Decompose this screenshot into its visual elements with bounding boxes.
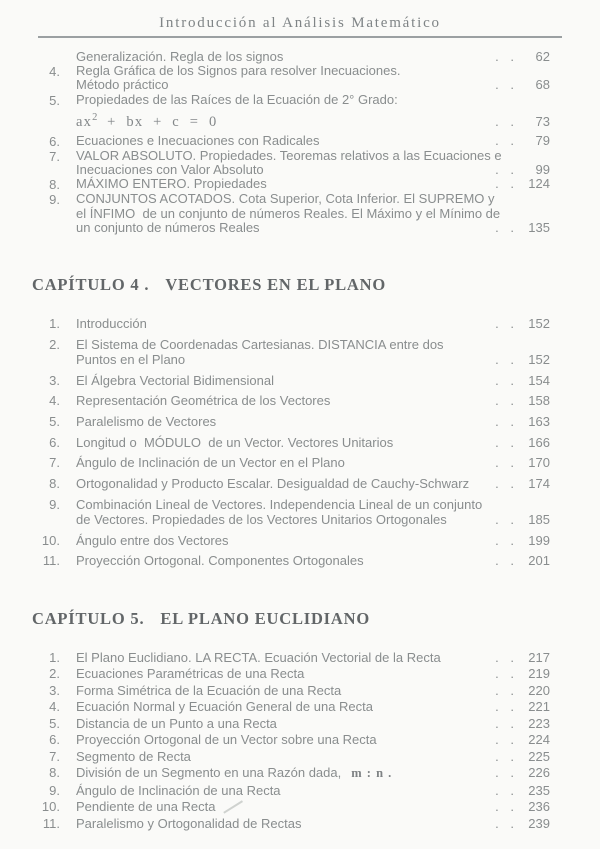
- entry-body: [76, 553, 550, 568]
- page-number: 152: [528, 351, 550, 367]
- equation: [76, 111, 217, 129]
- leader-dots: . .: [495, 219, 518, 235]
- entry-body: [76, 683, 550, 698]
- page-leader: [487, 816, 550, 831]
- toc-entry: [30, 749, 550, 764]
- entry-text: Método práctico: [76, 77, 169, 93]
- entry-body: [76, 732, 550, 747]
- entry-text: MÁXIMO ENTERO. Propiedades: [76, 176, 267, 192]
- entry-line: El Sistema de Coordenadas Cartesianas. DISTANCIA entre dos: [76, 336, 444, 352]
- entry-number: 5.: [49, 715, 60, 731]
- running-head: Introducción al Análisis Matemático: [159, 15, 441, 31]
- entry-body: [76, 149, 550, 177]
- page-number: 170: [528, 455, 550, 471]
- entry-text: de Vectores. Propiedades de los Vectores Unitarios Ortogonales: [76, 512, 447, 528]
- page-number: 225: [528, 748, 550, 764]
- leader-dots: . .: [495, 715, 518, 731]
- toc-entry: [30, 650, 550, 665]
- entry-body: [76, 316, 550, 331]
- entry-text: Introducción: [76, 316, 147, 332]
- chapter-title: VECTORES EN EL PLANO: [165, 275, 386, 295]
- toc-block: [30, 50, 550, 235]
- toc-entry: [30, 799, 550, 814]
- page-leader: [487, 666, 550, 681]
- entry-number: 5.: [49, 92, 60, 108]
- chapter-label: CAPÍTULO 4 .: [32, 275, 150, 295]
- toc-entry: [30, 553, 550, 568]
- entry-number: 3.: [49, 682, 60, 698]
- entry-text: Ortogonalidad y Producto Escalar. Desigualdad de Cauchy-Schwarz: [76, 476, 470, 492]
- page-number: 99: [535, 162, 550, 178]
- entry-body: [76, 783, 550, 798]
- leader-dots: . .: [495, 351, 518, 367]
- toc-entry: [30, 93, 550, 134]
- toc-entry: [30, 50, 550, 64]
- entry-number: 4.: [49, 699, 60, 715]
- toc-entry: [30, 337, 550, 367]
- entry-body: [76, 393, 550, 408]
- page-number: 163: [528, 414, 550, 430]
- page-number: 235: [528, 782, 550, 798]
- entry-number: 6.: [49, 134, 60, 150]
- entry-line: [76, 716, 550, 731]
- entry-text: El Plano Euclidiano. LA RECTA. Ecuación Vectorial de la Recta: [76, 649, 441, 665]
- entry-body: [76, 799, 550, 814]
- entry-number: 4.: [49, 393, 60, 409]
- entry-text: El Álgebra Vectorial Bidimensional: [76, 372, 274, 388]
- entry-text: Pendiente de una Recta: [76, 799, 216, 815]
- toc-entry: [30, 476, 550, 491]
- entry-line: [76, 666, 550, 681]
- toc-entry: [30, 149, 550, 177]
- entry-body: [76, 177, 550, 192]
- entry-text: Ecuaciones e Inecuaciones con Radicales: [76, 133, 320, 149]
- entry-text: Ángulo de Inclinación de una Recta: [76, 782, 281, 798]
- entry-line: [76, 177, 550, 191]
- entry-line: [76, 134, 550, 148]
- leader-dots: . .: [495, 748, 518, 764]
- entry-text: Proyección Ortogonal. Componentes Ortogonales: [76, 553, 364, 569]
- toc-entry: [30, 393, 550, 408]
- leader-dots: . .: [495, 176, 518, 192]
- page-number: 236: [528, 799, 550, 815]
- entry-line: [76, 512, 550, 527]
- entry-body: [76, 455, 550, 470]
- entry-line: CONJUNTOS ACOTADOS. Cota Superior, Cota Inferior. El SUPREMO y: [76, 191, 495, 207]
- leader-dots: . .: [495, 372, 518, 388]
- page-number: 73: [535, 113, 550, 129]
- page-number: 185: [528, 512, 550, 528]
- page-number: 226: [528, 765, 550, 781]
- page-leader: [487, 699, 550, 714]
- entry-body: [76, 93, 550, 134]
- entry-body: [76, 650, 550, 665]
- page-number: 79: [535, 133, 550, 149]
- entry-line: [76, 533, 550, 548]
- page-number: 158: [528, 393, 550, 409]
- entry-text: Ángulo entre dos Vectores: [76, 532, 229, 548]
- leader-dots: . .: [495, 393, 518, 409]
- page-leader: [487, 716, 550, 731]
- entry-text: Longitud o MÓDULO de un Vector. Vectores Unitarios: [76, 434, 394, 450]
- entry-body: [76, 192, 550, 235]
- leader-dots: . .: [495, 49, 518, 64]
- toc-entry: [30, 732, 550, 747]
- entry-line: [76, 799, 550, 814]
- page-number: 224: [528, 732, 550, 748]
- page-leader: [487, 393, 550, 408]
- toc-entry: [30, 533, 550, 548]
- entry-text: Ángulo de Inclinación de un Vector en el Plano: [76, 455, 345, 471]
- entry-line: Propiedades de las Raíces de la Ecuación de 2° Grado:: [76, 91, 398, 107]
- entry-line: [76, 476, 550, 491]
- leader-dots: . .: [495, 765, 518, 781]
- entry-line: Regla Gráfica de los Signos para resolver Inecuaciones.: [76, 63, 401, 79]
- entry-body: [76, 50, 550, 64]
- entry-line: [76, 553, 550, 568]
- entry-text: Puntos en el Plano: [76, 351, 186, 367]
- entry-text: Distancia de un Punto a una Recta: [76, 715, 277, 731]
- leader-dots: . .: [495, 512, 518, 528]
- entry-body: [76, 476, 550, 491]
- toc-entry: [30, 497, 550, 527]
- toc-entry: [30, 373, 550, 388]
- page-leader: [487, 683, 550, 698]
- entry-body: [76, 497, 550, 527]
- page-number: 239: [528, 815, 550, 831]
- entry-text: Generalización. Regla de los signos: [76, 49, 284, 64]
- entry-number: 5.: [49, 414, 60, 430]
- entry-line: [76, 749, 550, 764]
- toc-entry: [30, 666, 550, 681]
- entry-number: [30, 50, 60, 64]
- page-number: 223: [528, 715, 550, 731]
- page-number: 174: [528, 476, 550, 492]
- page-leader: [487, 316, 550, 331]
- entry-text: División de un Segmento en una Razón dada,: [76, 765, 342, 781]
- page-leader: [487, 455, 550, 470]
- entry-body: [76, 533, 550, 548]
- entry-line: [76, 352, 550, 367]
- entry-body: [76, 666, 550, 681]
- entry-text: Inecuaciones con Valor Absoluto: [76, 162, 264, 178]
- page-leader: [487, 352, 550, 367]
- page-number: 217: [528, 649, 550, 665]
- entry-text: Forma Simétrica de la Ecuación de una Recta: [76, 682, 342, 698]
- entry-body: [76, 816, 550, 831]
- entry-number: 11.: [42, 553, 60, 569]
- page-leader: [487, 783, 550, 798]
- entry-body: [76, 134, 550, 149]
- entry-number: 11.: [42, 815, 60, 831]
- page-number: 199: [528, 532, 550, 548]
- formula-exponent: 2: [92, 111, 98, 123]
- entry-line: [76, 765, 550, 781]
- entry-line: VALOR ABSOLUTO. Propiedades. Teoremas relativos a las Ecuaciones e: [76, 148, 502, 164]
- toc-entry: [30, 683, 550, 698]
- page-leader: [487, 134, 550, 148]
- leader-dots: . .: [495, 162, 518, 178]
- entry-body: [76, 435, 550, 450]
- leader-dots: . .: [495, 532, 518, 548]
- toc-block: [30, 316, 550, 569]
- toc-entry: [30, 192, 550, 235]
- leader-dots: . .: [495, 815, 518, 831]
- leader-dots: . .: [495, 553, 518, 569]
- entry-number: 2.: [49, 336, 60, 352]
- entry-text: Proyección Ortogonal de un Vector sobre una Recta: [76, 732, 377, 748]
- leader-dots: . .: [495, 316, 518, 332]
- entry-number: 1.: [49, 316, 60, 332]
- entry-text: Representación Geométrica de los Vectores: [76, 393, 331, 409]
- entry-line: [76, 414, 550, 429]
- toc-entry: [30, 716, 550, 731]
- entry-line: [76, 163, 550, 177]
- entry-line: [76, 50, 550, 64]
- entry-number: 7.: [49, 149, 60, 165]
- page-number: 166: [528, 434, 550, 450]
- leader-dots: . .: [495, 782, 518, 798]
- page-leader: [487, 476, 550, 491]
- entry-line: [76, 699, 550, 714]
- page-leader: [487, 177, 550, 191]
- page-number: 124: [528, 176, 550, 192]
- page-leader: [487, 78, 550, 92]
- page-leader: [487, 512, 550, 527]
- entry-body: [76, 749, 550, 764]
- entry-number: 1.: [49, 649, 60, 665]
- leader-dots: . .: [495, 799, 518, 815]
- entry-line: [76, 732, 550, 747]
- page-leader: [487, 115, 550, 129]
- page-number: 68: [535, 77, 550, 93]
- page-number: 152: [528, 316, 550, 332]
- toc-entry: [30, 816, 550, 831]
- leader-dots: . .: [495, 133, 518, 149]
- entry-number: 8.: [49, 476, 60, 492]
- entry-line: [76, 435, 550, 450]
- toc-entry: [30, 699, 550, 714]
- entry-body: [76, 414, 550, 429]
- entry-line: [76, 783, 550, 798]
- entry-body: [76, 699, 550, 714]
- leader-dots: . .: [495, 77, 518, 93]
- entry-number: 9.: [49, 782, 60, 798]
- page-number: 221: [528, 699, 550, 715]
- entry-line: [76, 816, 550, 831]
- leader-dots: . .: [495, 455, 518, 471]
- leader-dots: . .: [495, 113, 518, 129]
- entry-body: [76, 373, 550, 388]
- page-leader: [487, 650, 550, 665]
- page-leader: [487, 553, 550, 568]
- entry-line: [76, 316, 550, 331]
- entry-number: 7.: [49, 748, 60, 764]
- leader-dots: . .: [495, 699, 518, 715]
- toc-block: [30, 650, 550, 831]
- entry-number: 10.: [41, 799, 60, 815]
- entry-number: 2.: [49, 666, 60, 682]
- entry-number: 10.: [41, 532, 60, 548]
- entry-line: [76, 78, 550, 92]
- entry-number: 4.: [49, 64, 60, 80]
- page-number: 62: [535, 49, 550, 64]
- leader-dots: . .: [495, 476, 518, 492]
- page-leader: [487, 749, 550, 764]
- entry-line: Combinación Lineal de Vectores. Independencia Lineal de un conjunto: [76, 496, 483, 512]
- toc-entry: [30, 316, 550, 331]
- toc-entry: [30, 134, 550, 149]
- page-leader: [487, 373, 550, 388]
- page-leader: [487, 221, 550, 235]
- leader-dots: . .: [495, 414, 518, 430]
- toc-entry: [30, 435, 550, 450]
- entry-body: [76, 337, 550, 367]
- page-number: 201: [528, 553, 550, 569]
- entry-body: [76, 765, 550, 781]
- entry-line: el ÍNFIMO de un conjunto de números Reales. El Máximo y el Mínimo de: [76, 205, 501, 221]
- toc-entry: [30, 64, 550, 92]
- leader-dots: . .: [495, 434, 518, 450]
- entry-number: 9.: [49, 496, 60, 512]
- leader-dots: . .: [495, 649, 518, 665]
- entry-text: un conjunto de números Reales: [76, 219, 260, 235]
- entry-body: [76, 716, 550, 731]
- entry-text: Ecuación Normal y Ecuación General de una Recta: [76, 699, 373, 715]
- leader-dots: . .: [495, 666, 518, 682]
- entry-text: Segmento de Recta: [76, 748, 191, 764]
- toc-entry: [30, 783, 550, 798]
- toc-entry: [30, 455, 550, 470]
- page-header: [0, 0, 600, 38]
- entry-line: [76, 373, 550, 388]
- entry-text: Paralelismo de Vectores: [76, 414, 217, 430]
- leader-dots: . .: [495, 732, 518, 748]
- page-number: 219: [528, 666, 550, 682]
- entry-line: [76, 111, 550, 129]
- toc-content: [0, 38, 600, 831]
- entry-text: Paralelismo y Ortogonalidad de Rectas: [76, 815, 302, 831]
- leader-dots: . .: [495, 682, 518, 698]
- entry-number: 9.: [49, 192, 60, 208]
- formula-base: ax: [76, 113, 93, 130]
- toc-entry: [30, 177, 550, 192]
- page-leader: [487, 533, 550, 548]
- page-leader: [487, 50, 550, 64]
- entry-line: [76, 221, 550, 235]
- entry-line: [76, 683, 550, 698]
- page-leader: [487, 765, 550, 780]
- page-leader: [487, 414, 550, 429]
- chapter-title: EL PLANO EUCLIDIANO: [160, 608, 370, 628]
- math-ratio: m : n .: [351, 766, 393, 781]
- entry-number: 6.: [49, 732, 60, 748]
- entry-line: [76, 393, 550, 408]
- entry-number: 8.: [49, 765, 60, 781]
- page-leader: [487, 732, 550, 747]
- chapter-heading: [32, 609, 550, 629]
- entry-number: 8.: [49, 177, 60, 193]
- toc-entry: [30, 765, 550, 781]
- entry-line: [76, 455, 550, 470]
- page-leader: [487, 163, 550, 177]
- chapter-heading: [32, 275, 550, 295]
- entry-number: 3.: [49, 372, 60, 388]
- page-number: 220: [528, 682, 550, 698]
- entry-body: [76, 64, 550, 92]
- entry-line: [76, 650, 550, 665]
- entry-number: 7.: [49, 455, 60, 471]
- page-number: 135: [528, 219, 550, 235]
- page-leader: [487, 435, 550, 450]
- chapter-label: CAPÍTULO 5.: [32, 608, 145, 628]
- page-number: 154: [528, 372, 550, 388]
- formula-rest: + bx + c = 0: [97, 113, 218, 130]
- page-leader: [487, 799, 550, 814]
- entry-number: 6.: [49, 434, 60, 450]
- toc-entry: [30, 414, 550, 429]
- entry-text: Ecuaciones Paramétricas de una Recta: [76, 666, 305, 682]
